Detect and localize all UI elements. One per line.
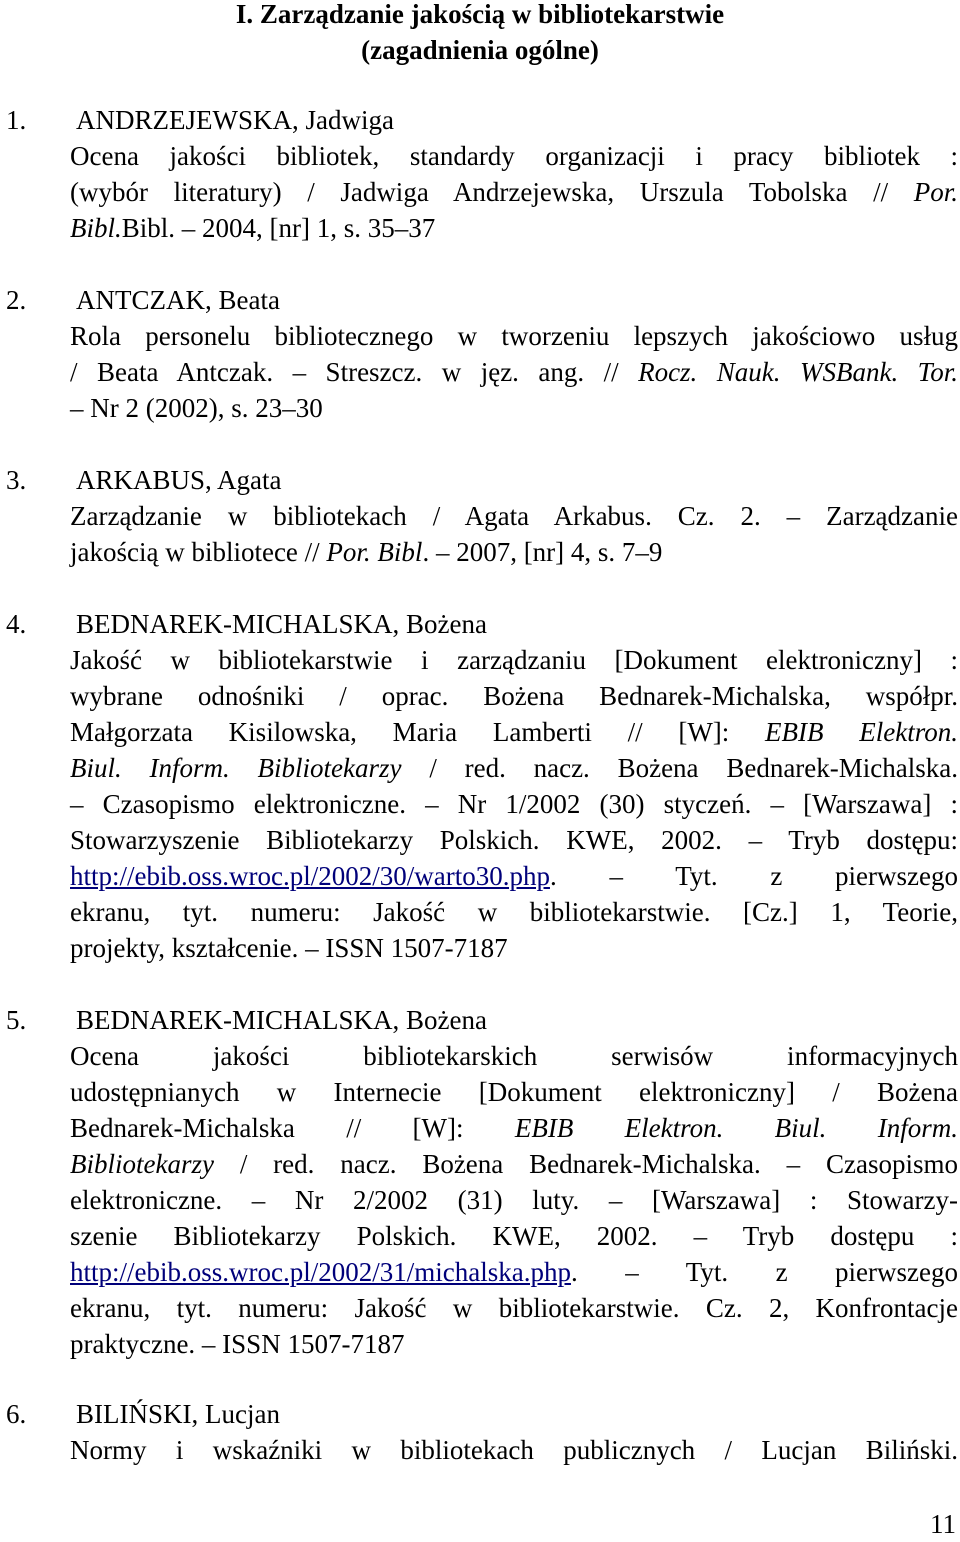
entry-line: praktyczne. – ISSN 1507-7187 <box>70 1329 405 1359</box>
entry-line: Rola personelu bibliotecznego w tworzeniu lepszych jakościowo usług <box>70 321 958 351</box>
journal-title: Bibl. <box>70 213 122 243</box>
entry-description <box>70 318 958 426</box>
entry-line: wybrane odnośniki / oprac. Bożena Bednarek-Michalska, współpr. <box>70 681 958 711</box>
entry-line: (wybór literatury) / Jadwiga Andrzejewska, Urszula Tobolska // Por. <box>70 177 958 207</box>
journal-title: EBIB Elektron. Biul. Inform. <box>514 1113 958 1143</box>
page-number: 11 <box>930 1509 956 1539</box>
entry-description <box>70 642 958 966</box>
entry-line: udostępnianych w Internecie [Dokument elektroniczny] / Bożena <box>70 1077 958 1107</box>
entry-line: Zarządzanie w bibliotekach / Agata Arkabus. Cz. 2. – Zarządzanie <box>70 501 958 531</box>
entry-line: ekranu, tyt. numeru: Jakość w bibliotekarstwie. [Cz.] 1, Teorie, <box>70 897 958 927</box>
entry-author: BEDNAREK-MICHALSKA, Bożena <box>76 609 487 639</box>
journal-title: Rocz. Nauk. WSBank. Tor. <box>638 357 958 387</box>
journal-title: Biul. Inform. Bibliotekarzy <box>70 753 402 783</box>
entry-url-link[interactable]: http://ebib.oss.wroc.pl/2002/30/warto30.php <box>70 861 550 891</box>
entry-author: BEDNAREK-MICHALSKA, Bożena <box>76 1005 487 1035</box>
entry-line: Biul. Inform. Bibliotekarzy / red. nacz. Bożena Bednarek-Michalska. <box>70 753 958 783</box>
section-heading-line2: (zagadnienia ogólne) <box>361 35 599 65</box>
entry-line: elektroniczne. – Nr 2/2002 (31) luty. – [Warszawa] : Stowarzy- <box>70 1185 958 1215</box>
entry-number: 5. <box>6 1005 27 1035</box>
entry-line: Bibliotekarzy / red. nacz. Bożena Bednarek-Michalska. – Czasopismo <box>70 1149 958 1179</box>
entry-line: http://ebib.oss.wroc.pl/2002/30/warto30.php. – Tyt. z pierwszego <box>70 861 958 891</box>
entry-line: jakością w bibliotece // Por. Bibl. – 2007, [nr] 4, s. 7–9 <box>70 537 663 567</box>
journal-title: Por. Bibl <box>326 537 423 567</box>
entry-line: Bednarek-Michalska // [W]: EBIB Elektron. Biul. Inform. <box>70 1113 958 1143</box>
entry-line: Normy i wskaźniki w bibliotekach publicznych / Lucjan Biliński. <box>70 1435 958 1465</box>
entry-line: Bibl.Bibl. – 2004, [nr] 1, s. 35–37 <box>70 213 436 243</box>
entry-url-link[interactable]: http://ebib.oss.wroc.pl/2002/31/michalska.php <box>70 1257 571 1287</box>
entry-line: Małgorzata Kisilowska, Maria Lamberti // [W]: EBIB Elektron. <box>70 717 958 747</box>
entry-number: 3. <box>6 465 27 495</box>
entry-line: projekty, kształcenie. – ISSN 1507-7187 <box>70 933 508 963</box>
journal-title: EBIB Elektron. <box>765 717 958 747</box>
entry-line: Ocena jakości bibliotek, standardy organizacji i pracy bibliotek : <box>70 141 958 171</box>
entry-line: ekranu, tyt. numeru: Jakość w bibliotekarstwie. Cz. 2, Konfrontacje <box>70 1293 958 1323</box>
entry-description <box>70 1038 958 1362</box>
entry-line: szenie Bibliotekarzy Polskich. KWE, 2002. – Tryb dostępu : <box>70 1221 958 1251</box>
journal-title: Por. <box>913 177 958 207</box>
entry-line: / Beata Antczak. – Streszcz. w jęz. ang. // Rocz. Nauk. WSBank. Tor. <box>70 357 958 387</box>
entry-line: – Czasopismo elektroniczne. – Nr 1/2002 (30) styczeń. – [Warszawa] : <box>70 789 958 819</box>
entry-author: ANDRZEJEWSKA, Jadwiga <box>76 105 394 135</box>
entry-line: Stowarzyszenie Bibliotekarzy Polskich. KWE, 2002. – Tryb dostępu: <box>70 825 958 855</box>
entry-description <box>70 138 958 246</box>
entry-line: – Nr 2 (2002), s. 23–30 <box>70 393 323 423</box>
entry-number: 4. <box>6 609 27 639</box>
entry-description <box>70 498 958 570</box>
entry-author: BILIŃSKI, Lucjan <box>76 1399 280 1429</box>
journal-title: Bibliotekarzy <box>70 1149 214 1179</box>
entry-number: 6. <box>6 1399 27 1429</box>
entry-description <box>70 1432 958 1468</box>
section-heading-line1: I. Zarządzanie jakością w bibliotekarstwie <box>235 0 725 29</box>
entry-author: ARKABUS, Agata <box>76 465 282 495</box>
entry-number: 2. <box>6 285 27 315</box>
entry-line: Ocena jakości bibliotekarskich serwisów informacyjnych <box>70 1041 958 1071</box>
entry-number: 1. <box>6 105 27 135</box>
entry-line: Jakość w bibliotekarstwie i zarządzaniu [Dokument elektroniczny] : <box>70 645 958 675</box>
entry-line: http://ebib.oss.wroc.pl/2002/31/michalska.php. – Tyt. z pierwszego <box>70 1257 958 1287</box>
entry-author: ANTCZAK, Beata <box>76 285 280 315</box>
